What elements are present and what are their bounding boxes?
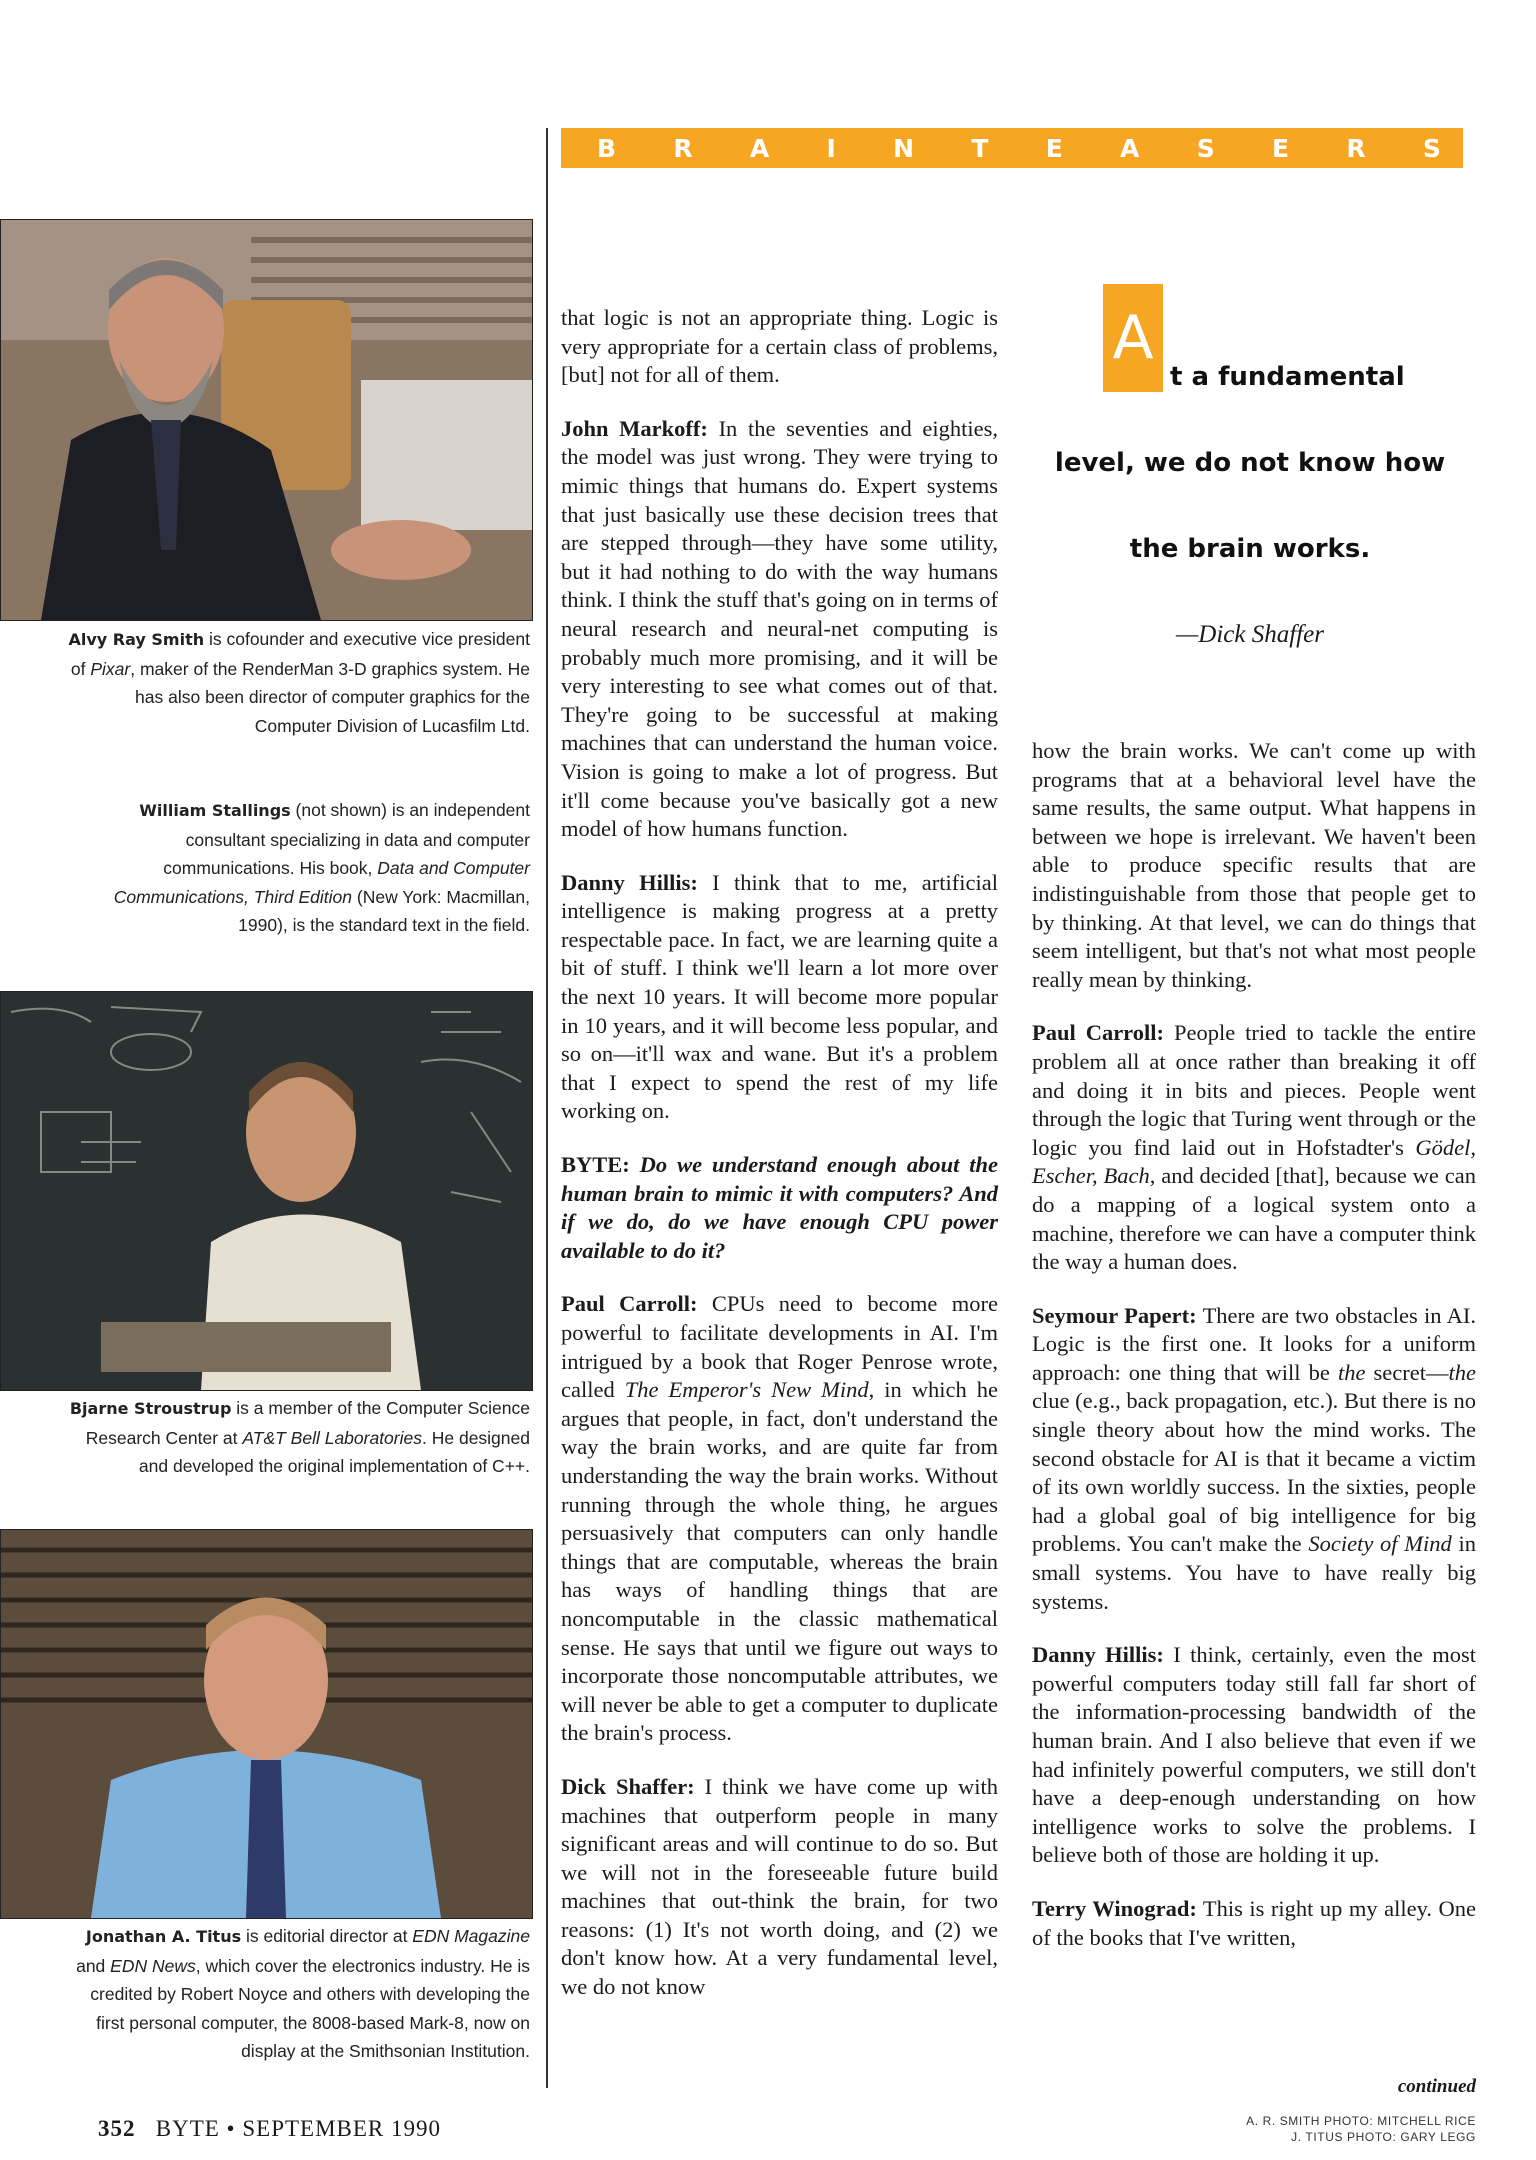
caption-name: William Stallings — [139, 801, 291, 820]
pullquote-line: t a fundamental — [1170, 362, 1405, 392]
photo-jonathan-titus — [0, 1529, 533, 1919]
caption-smith: Alvy Ray Smith is cofounder and executive vice president of Pixar, maker of the RenderMan 3-D graphics system. He has also been director of computer graphics for the Computer Division of Lucasfilm Ltd. — [68, 629, 530, 736]
speaker-name: Dick Shaffer: — [561, 1773, 695, 1799]
paragraph: Danny Hillis: I think, certainly, even the most powerful computers today still fall far short of the information-processing bandwidth of the human brain. And I also believe that even if we had infinitely powerful computers, we still don't have a deep-enough understanding on how intelligence works to solve the problems. I believe both of those are holding it up. — [1032, 1642, 1476, 1868]
banner-letter: T — [971, 133, 989, 163]
paragraph: Paul Carroll: People tried to tackle the entire problem all at once rather than breaking it off and doing it in bits and pieces. People went through the logic that Turing went through or the logic you find laid out in Hofstadter's Gödel, Escher, Bach, and decided [that], because we can do a mapping of a logical system onto a machine, therefore we can have a computer think the way a human does. — [1032, 1020, 1477, 1275]
speaker-name: Paul Carroll: — [561, 1291, 698, 1317]
photo-credit: J. TITUS PHOTO: GARY LEGG — [1291, 2130, 1476, 2144]
caption-name: Jonathan A. Titus — [85, 1927, 242, 1946]
paragraph: that logic is not an appropriate thing. Logic is very appropriate for a certain class of problems, [but] not for all of them. — [561, 305, 998, 388]
speaker-name: Seymour Papert: — [1032, 1302, 1197, 1328]
paragraph: Paul Carroll: CPUs need to become more powerful to facilitate developments in AI. I'm intrigued by a book that Roger Penrose wrote, called The Emperor's New Mind, in which he argues that people, in fact, don't understand the way the brain works, and are quite far from understanding the way the brain works. Without running through the whole thing, he argues persuasively that computers can only handle things that are computable, whereas the brain has ways of handling things that are noncomputable in the classic mathematical sense. He says that until we figure out ways to incorporate those noncomputable attributes, we will never be able to get a computer to duplicate the brain's process. — [561, 1291, 998, 1746]
banner-letter: R — [1346, 133, 1366, 163]
speaker-name: John Markoff: — [561, 415, 708, 441]
page-number: 352 — [98, 2116, 136, 2141]
question: Do we understand enough about the human brain to mimic it with computers? And if we do, do we have enough CPU power available to do it? — [561, 1152, 998, 1263]
page-footer — [98, 2116, 441, 2142]
caption-name: Alvy Ray Smith — [68, 630, 205, 649]
paragraph: Danny Hillis: I think that to me, artificial intelligence is making progress at a pretty respectable pace. In fact, we are learning quite a bit of stuff. I think we'll learn a lot more over the next 10 years. It will become more popular in 10 years, and it will become less popular, and so on—it'll wax and wane. But it's a problem that I expect to spend the rest of my life working on. — [561, 869, 998, 1124]
caption-stroustrup: Bjarne Stroustrup is a member of the Computer Science Research Center at AT&T Bell Laboratories. He designed and developed the original implementation of C++. — [69, 1398, 530, 1476]
paragraph: Dick Shaffer: I think we have come up with machines that outperform people in many significant areas and will continue to do so. But we will not in the foreseeable future build machines that out-think the brain, for two reasons: (1) It's not worth doing, and (2) we don't know how. At a very fundamental level, we do not know — [561, 1773, 998, 2000]
caption-stallings: William Stallings (not shown) is an independent consultant specializing in data and computer communications. His book, Data and Computer Communications, Third Edition (New York: Macmillan, 1990), is the standard text in the field. — [113, 800, 530, 935]
pullquote-drop-cap: A — [1103, 284, 1163, 392]
banner-letter: A — [749, 133, 770, 163]
photo-alvy-ray-smith — [0, 219, 533, 621]
pullquote-line: the brain works. — [1129, 534, 1371, 564]
banner-letter: S — [1196, 133, 1215, 163]
photo-credit: A. R. SMITH PHOTO: MITCHELL RICE — [1246, 2114, 1476, 2128]
banner-letter: E — [1045, 133, 1063, 163]
magazine-issue: BYTE • SEPTEMBER 1990 — [155, 2116, 442, 2141]
column-divider — [546, 128, 548, 2088]
banner-letter: A — [1120, 133, 1140, 163]
caption-titus: Jonathan A. Titus is editorial director at EDN Magazine and EDN News, which cover the electronics industry. He is credited by Robert Noyce and others with developing the first personal computer, the 8008-based Mark-8, now on display at the Smithsonian Institution. — [76, 1926, 530, 2061]
pullquote-attribution: —Dick Shaffer — [1176, 621, 1324, 648]
banner-letter: I — [826, 133, 836, 163]
section-banner — [561, 128, 1463, 168]
banner-letter: S — [1422, 133, 1441, 163]
article-column-right — [1032, 737, 1476, 1977]
speaker-name: Paul Carroll: — [1032, 1020, 1165, 1046]
paragraph: John Markoff: In the seventies and eighties, the model was just wrong. They were trying to mimic things that humans do. Expert systems that just basically use these decision trees that are stepped through—they have some utility, but it had nothing to do with the way humans think. I think the stuff that's going on in terms of neural research and neural-net computing is probably much more promising, and it will be very interesting to see what comes out of that. They're going to be successful at making machines that can understand the human voice. Vision is going to make a lot of progress. But it'll come because you've basically got a new model of how humans function. — [561, 415, 998, 842]
paragraph — [561, 1151, 998, 1265]
continued-label: continued — [1397, 2076, 1476, 2097]
banner-letter: N — [893, 133, 915, 163]
caption-name: Bjarne Stroustrup — [69, 1399, 232, 1418]
article-column-middle — [561, 304, 998, 2027]
banner-letter: E — [1271, 133, 1290, 163]
banner-letter: B — [597, 133, 617, 163]
speaker-name: Danny Hillis: — [1032, 1642, 1164, 1668]
pullquote-line: level, we do not know how — [1054, 448, 1446, 478]
photo-bjarne-stroustrup — [0, 991, 533, 1391]
banner-letter: R — [673, 133, 693, 163]
paragraph: Terry Winograd: This is right up my alley. One of the books that I've written, — [1032, 1895, 1476, 1950]
speaker-name: Terry Winograd: — [1032, 1895, 1197, 1921]
paragraph: how the brain works. We can't come up with programs that at a behavioral level have the same results, the same output. What happens in between we hope is irrelevant. We haven't been able to produce specific results that are indistinguishable from those that people get to by thinking. At that level, we can do things that seem intelligent, but that's not what most people really mean by thinking. — [1032, 738, 1476, 992]
speaker-name: BYTE: — [561, 1152, 630, 1178]
speaker-name: Danny Hillis: — [561, 869, 698, 895]
paragraph: Seymour Papert: There are two obstacles in AI. Logic is the first one. It looks for a uniform approach: one thing that will be the secret—the clue (e.g., back propagation, etc.). But there is no single theory about how the mind works. The second obstacle for AI is that it became a victim of its own worldly success. In the sixties, people had a global goal of big intelligence for big problems. You can't make the Society of Mind in small systems. You have to have really big systems. — [1032, 1302, 1476, 1614]
